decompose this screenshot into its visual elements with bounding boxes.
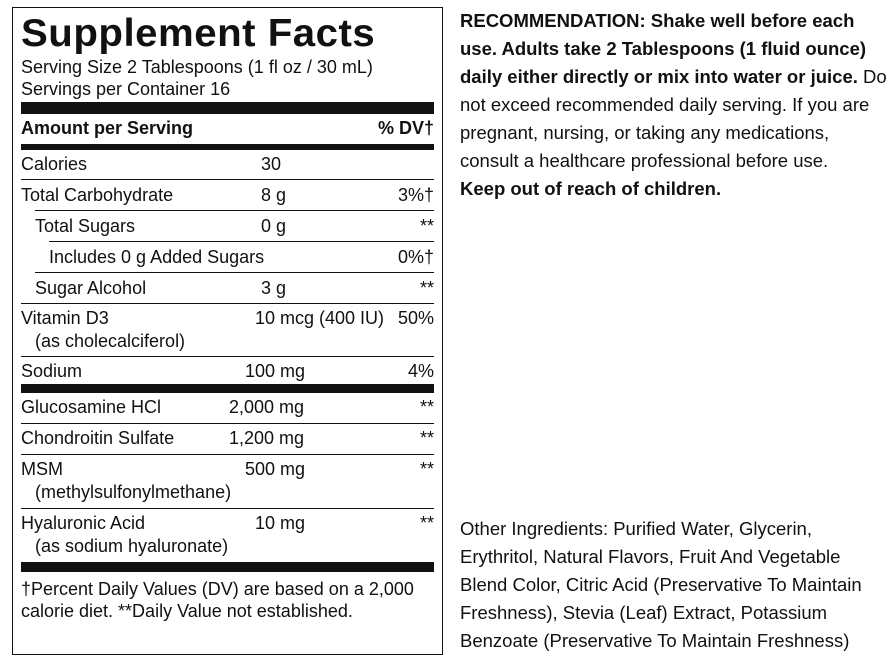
supplement-facts-panel xyxy=(12,7,443,655)
row-sublabel: (methylsulfonylmethane) xyxy=(35,482,232,502)
servings-per-container: Servings per Container 16 xyxy=(21,79,231,99)
row-amount: 3 g xyxy=(261,278,287,298)
row-dv: 0%† xyxy=(397,247,434,267)
table-row xyxy=(21,150,434,179)
row-dv: 50% xyxy=(397,308,434,328)
row-dv: ** xyxy=(419,428,434,448)
table-row xyxy=(21,509,434,562)
table-row xyxy=(21,455,434,508)
row-amount: 30 xyxy=(261,154,282,174)
row-dv: ** xyxy=(419,397,434,417)
row-label: Total Sugars xyxy=(35,216,136,236)
row-label: Includes 0 g Added Sugars xyxy=(49,247,265,267)
row-dv: 3%† xyxy=(397,185,434,205)
row-dv: 4% xyxy=(407,361,434,381)
header-amount: Amount per Serving xyxy=(21,118,194,138)
panel-title: Supplement Facts xyxy=(21,12,376,55)
row-dv: ** xyxy=(419,216,434,236)
row-amount: 1,200 mg xyxy=(229,428,305,448)
row-amount: 0 g xyxy=(261,216,287,236)
row-label: Sodium xyxy=(21,361,83,381)
row-amount: 100 mg xyxy=(245,361,306,381)
table-row xyxy=(21,180,434,210)
table-row xyxy=(21,424,434,454)
thick-divider xyxy=(21,384,434,393)
row-dv: ** xyxy=(419,459,434,479)
row-amount: 8 g xyxy=(261,185,287,205)
recommendation-text: Do not exceed recommended daily serving. If you are pregnant, nursing, or taking any medications, consult a healthcare professional before use. xyxy=(460,66,887,171)
table-row xyxy=(21,357,434,384)
row-label: Hyaluronic Acid xyxy=(21,513,146,533)
thick-divider xyxy=(21,102,434,114)
row-label: Glucosamine HCl xyxy=(21,397,162,417)
row-sublabel: (as sodium hyaluronate) xyxy=(35,536,229,556)
row-label: Chondroitin Sulfate xyxy=(21,428,175,448)
serving-size: Serving Size 2 Tablespoons (1 fl oz / 30 mL) xyxy=(21,57,373,77)
row-amount: 10 mg xyxy=(255,513,306,533)
table-row xyxy=(21,273,434,303)
table-row xyxy=(21,393,434,423)
row-amount: 500 mg xyxy=(245,459,306,479)
table-row xyxy=(21,211,434,241)
header-dv: % DV† xyxy=(377,118,434,138)
dv-footnote: †Percent Daily Values (DV) are based on a 2,000 calorie diet. **Daily Value not established. xyxy=(21,579,414,621)
row-dv: ** xyxy=(419,278,434,298)
row-label: MSM xyxy=(21,459,63,479)
other-ingredients: Other Ingredients: Purified Water, Glycerin, Erythritol, Natural Flavors, Fruit And Vegetable Blend Color, Citric Acid (Preservative To Maintain Freshness), Stevia (Leaf) Extract, Potassium Benzoate (Preservative To Maintain Freshness) xyxy=(460,518,862,651)
table-row xyxy=(21,304,434,356)
recommendation-bold: RECOMMENDATION: Shake well before each use. Adults take 2 Tablespoons (1 fluid ounce) daily either directly or mix into water or juice. xyxy=(460,10,867,87)
row-label: Total Carbohydrate xyxy=(21,185,174,205)
row-label: Calories xyxy=(21,154,88,174)
table-header xyxy=(21,114,434,144)
row-label: Vitamin D3 xyxy=(21,308,109,328)
recommendation-block xyxy=(460,7,892,203)
thick-divider xyxy=(21,562,434,572)
row-sublabel: (as cholecalciferol) xyxy=(35,331,186,351)
table-row xyxy=(21,242,434,272)
children-warning: Keep out of reach of children. xyxy=(460,178,722,199)
row-dv: ** xyxy=(419,513,434,533)
row-amount: 10 mcg (400 IU) xyxy=(255,308,385,328)
row-amount: 2,000 mg xyxy=(229,397,305,417)
row-label: Sugar Alcohol xyxy=(35,278,147,298)
